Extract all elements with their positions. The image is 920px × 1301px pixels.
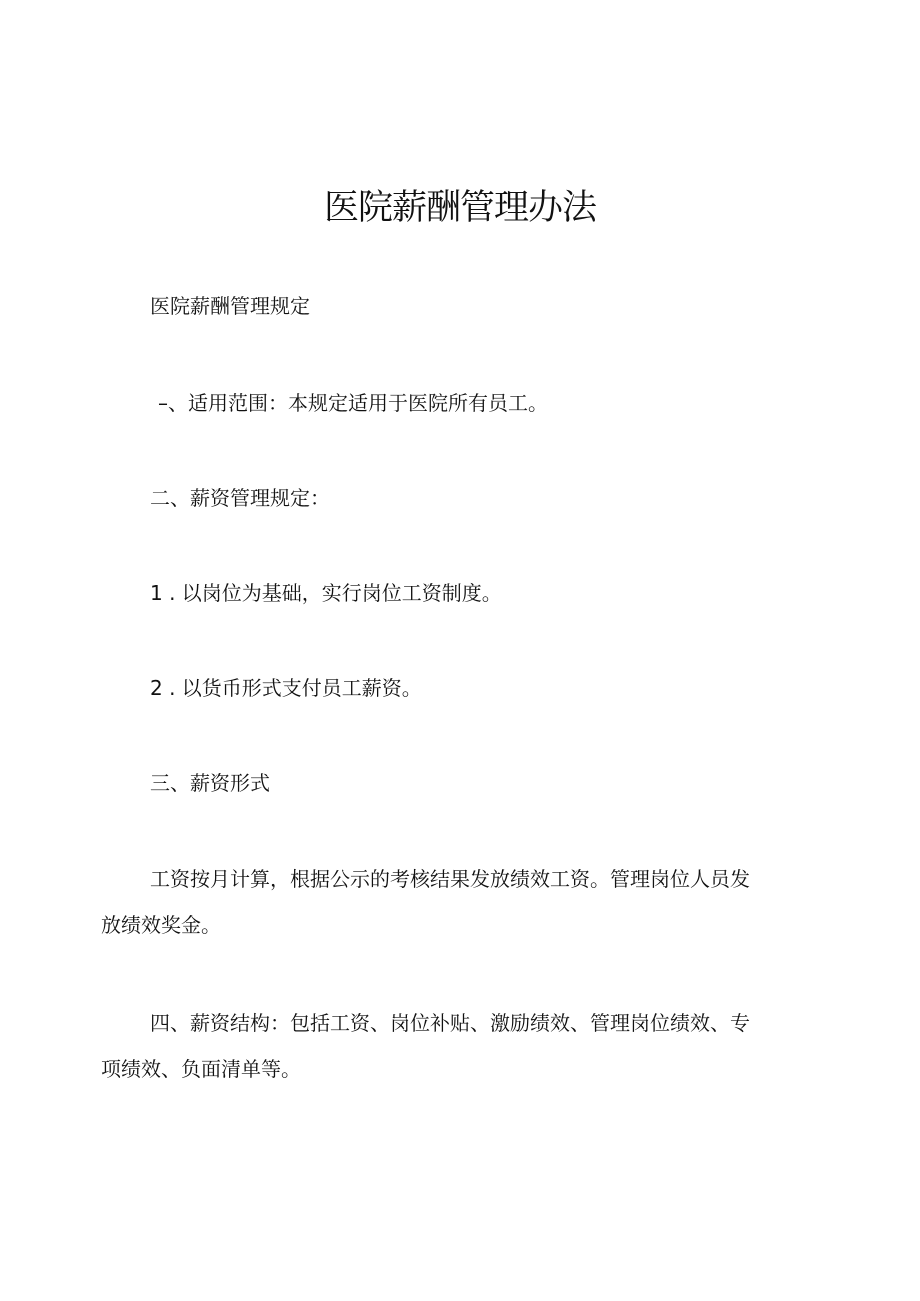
paragraph-line: 放绩效奖金。 — [101, 913, 221, 937]
paragraph-line: 四、薪资结构：包括工资、岗位补贴、激励绩效、管理岗位绩效、专 — [150, 1011, 750, 1035]
document-title: 医院薪酬管理办法 — [323, 188, 596, 228]
paragraph-line: 工资按月计算，根据公示的考核结果发放绩效工资。管理岗位人员发 — [150, 867, 750, 891]
section-salary-form-heading: 三、薪资形式 — [150, 771, 270, 795]
section-scope: –、适用范围：本规定适用于医院所有员工。 — [158, 391, 548, 415]
document-subtitle: 医院薪酬管理规定 — [150, 294, 310, 318]
section-salary-rules-heading: 二、薪资管理规定： — [150, 486, 330, 510]
paragraph-line: 项绩效、负面清单等。 — [101, 1057, 301, 1081]
rule-item-1: 1 . 以岗位为基础，实行岗位工资制度。 — [150, 581, 502, 605]
salary-form-paragraph — [101, 856, 800, 948]
rule-item-2: 2 . 以货币形式支付员工薪资。 — [150, 676, 422, 700]
salary-structure-paragraph — [101, 1000, 800, 1092]
